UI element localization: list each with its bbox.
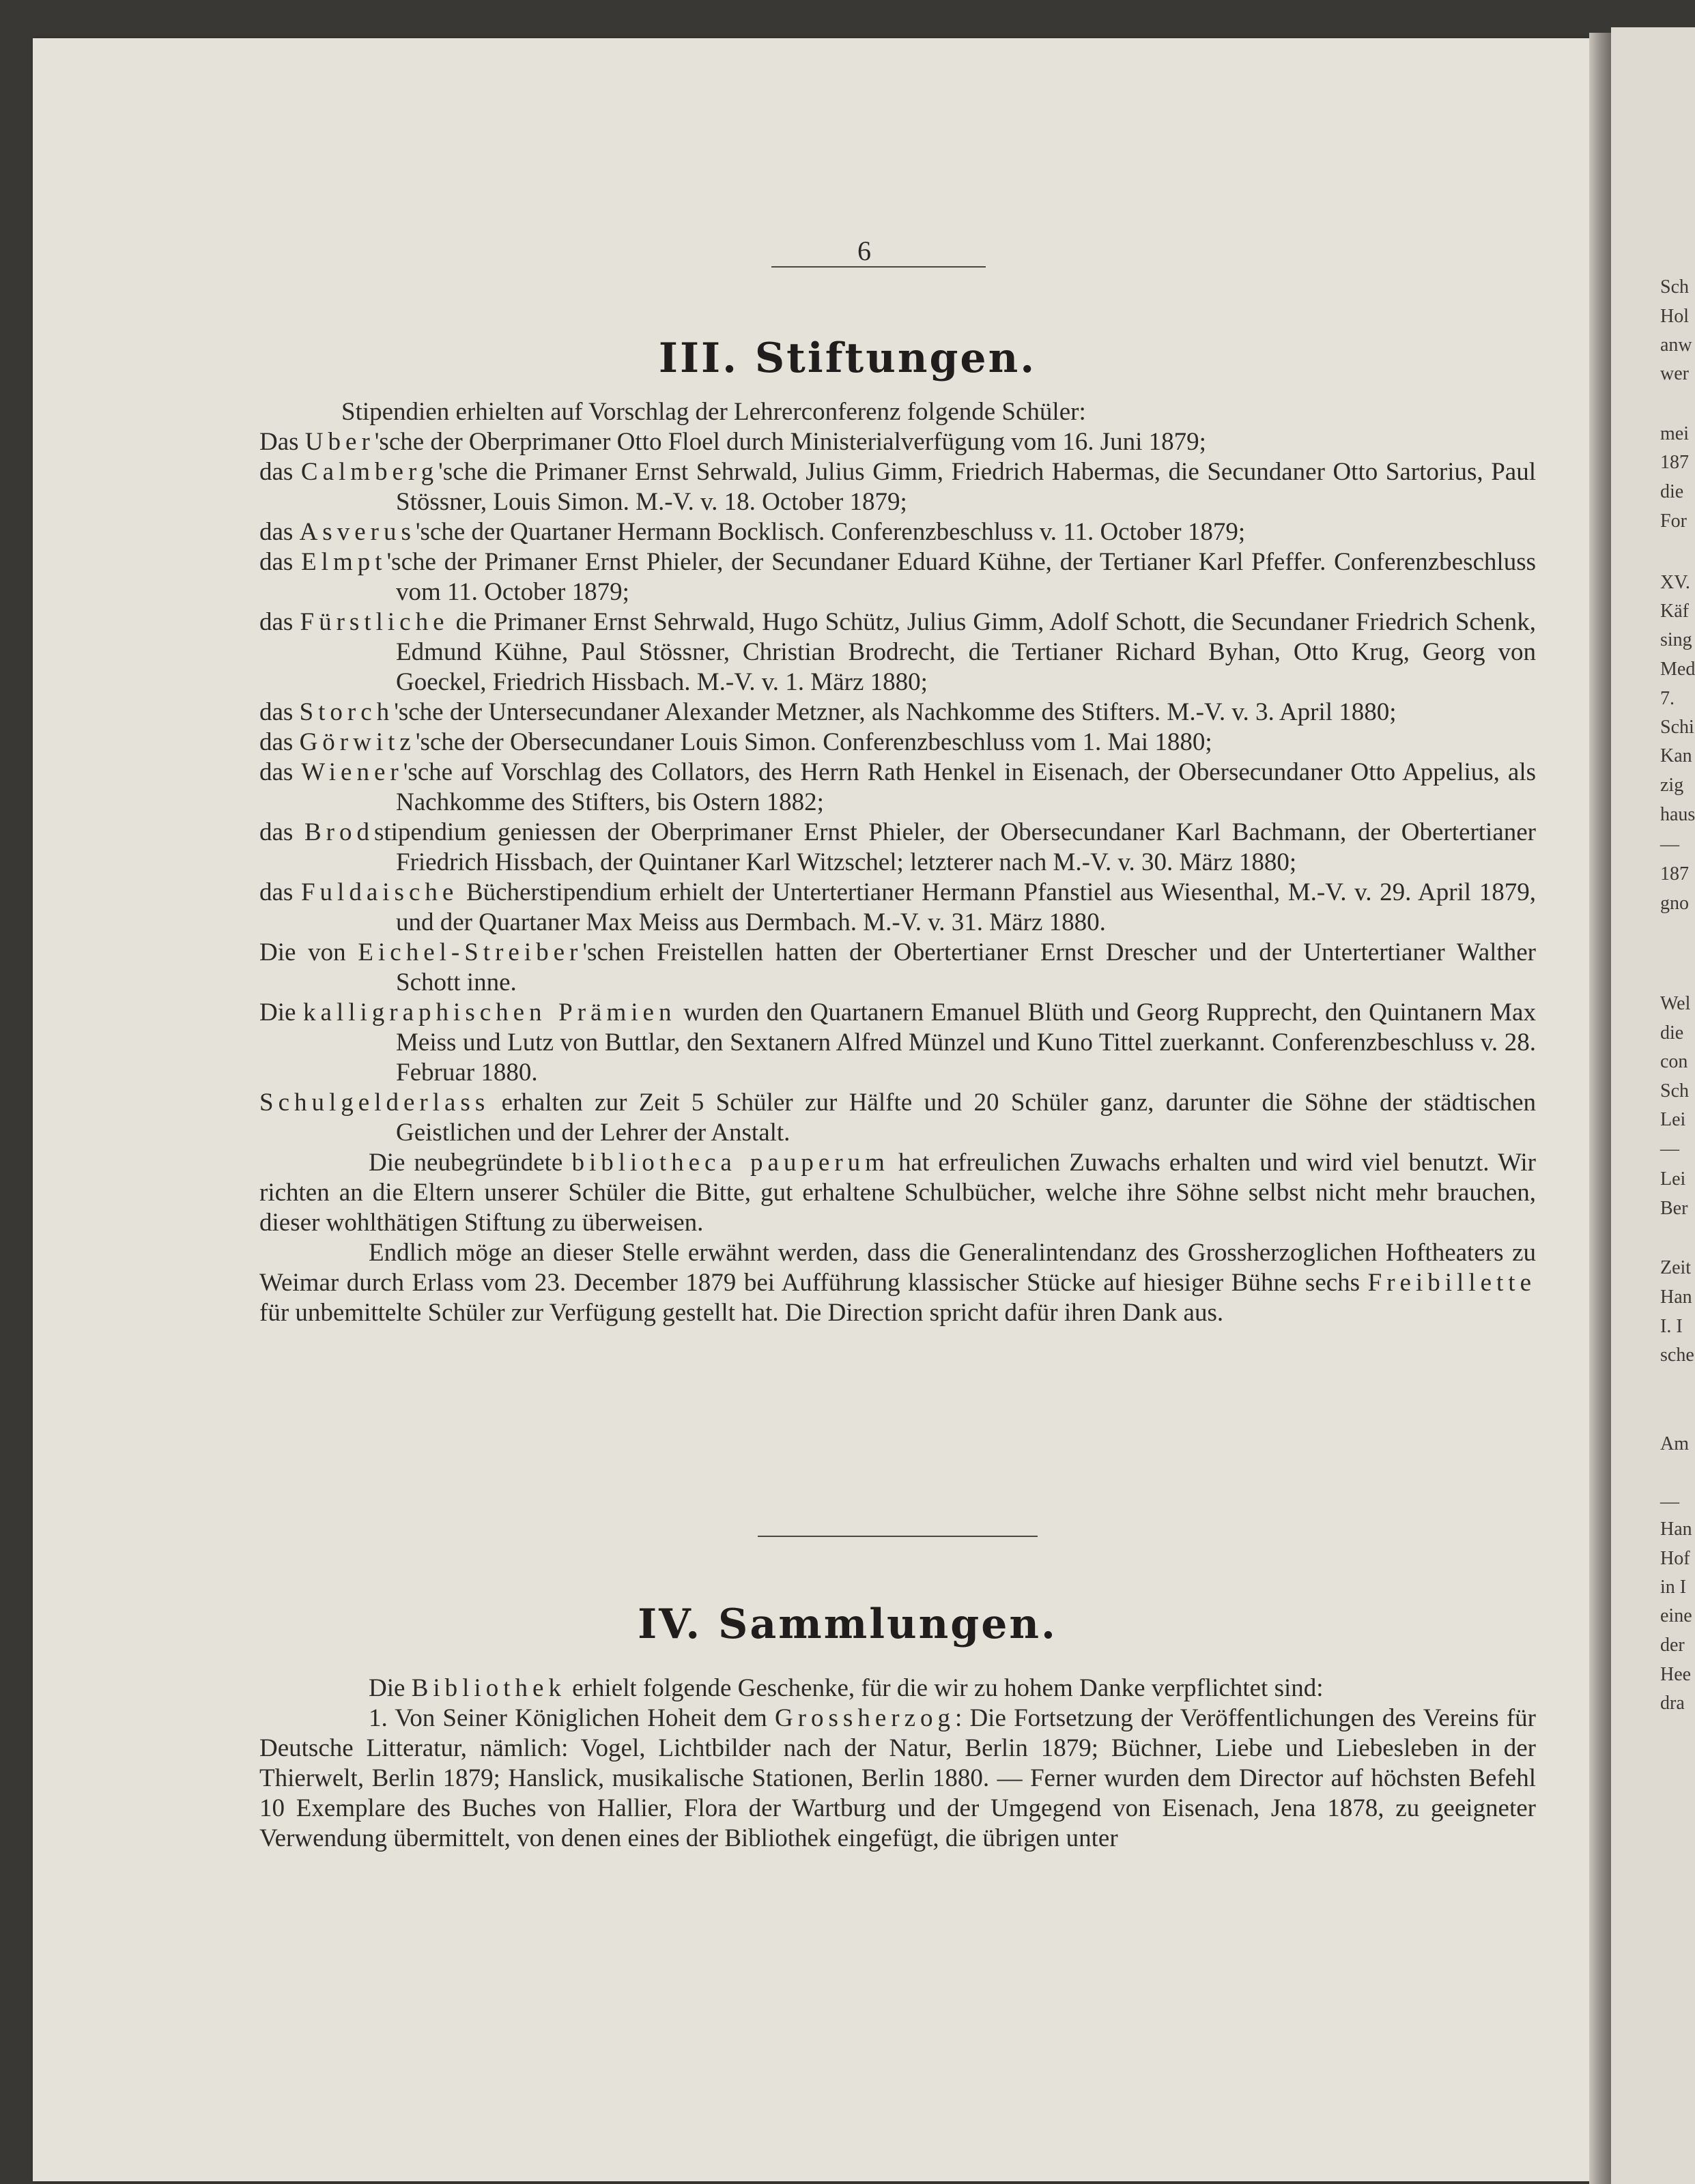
section-3-body: [259, 397, 1536, 1328]
stipend-entry: das Fürstliche die Primaner Ernst Sehrwald, Hugo Schütz, Julius Gimm, Adolf Schott, die Secundaner Friedrich Schenk, Edmund Kühne, Paul Stössner, Christian Brodrecht, die Tertianer Richard Byhan, Otto Krug, Georg von Goeckel, Friedrich Hissbach. M.-V. v. 1. März 1880;: [259, 608, 1537, 696]
next-page-fragment: Zeit: [1660, 1257, 1692, 1278]
next-page-fragment: Hee: [1660, 1664, 1692, 1685]
next-page-fragment: Han: [1660, 1287, 1692, 1308]
next-page-fragment: eine: [1660, 1605, 1692, 1626]
next-page-fragment: Kan: [1660, 745, 1692, 766]
stipend-list: [259, 427, 1536, 1148]
next-page-fragment: I. I: [1660, 1316, 1683, 1337]
stipend-entry: das Asverus'sche der Quartaner Hermann Bocklisch. Conferenzbeschluss v. 11. October 1879;: [259, 518, 1246, 546]
stipend-entry: das Brodstipendium geniessen der Oberprimaner Ernst Phieler, der Obersecundaner Karl Bachmann, der Obertertianer Friedrich Hissbach, der Quintaner Karl Witzschel; letzterer nach M.-V. v. 30. März 1880;: [259, 818, 1536, 876]
section-divider: [758, 1536, 1038, 1537]
next-page-fragment: der: [1660, 1635, 1685, 1656]
next-page-fragment: 7.: [1660, 688, 1675, 709]
next-page-fragment: anw: [1660, 334, 1692, 356]
next-page-fragment: Käf: [1660, 601, 1689, 622]
next-page-fragment: wer: [1660, 363, 1689, 384]
next-page-fragment: 187: [1660, 863, 1689, 885]
paragraph-freibillette: Endlich möge an dieser Stelle erwähnt werden, dass die Generalintendanz des Grossherzoglichen Hoftheaters zu Weimar durch Erlass vom 23. December 1879 bei Aufführung klassischer Stücke auf hiesiger Bühne sechs Freibillette für unbemittelte Schüler zur Verfügung gestellt hat. Die Direction spricht dafür ihren Dank aus.: [259, 1239, 1536, 1327]
stipend-entry: das Wiener'sche auf Vorschlag des Collators, des Herrn Rath Henkel in Eisenach, der Obersecundaner Otto Appelius, als Nachkomme des Stifters, bis Ostern 1882;: [259, 758, 1536, 816]
stipend-entry: das Storch'sche der Untersecundaner Alexander Metzner, als Nachkomme des Stifters. M.-V. v. 3. April 1880;: [259, 698, 1397, 726]
next-page-fragment: Med: [1660, 659, 1695, 680]
next-page-fragment: Am: [1660, 1433, 1689, 1454]
next-page-fragment: Lei: [1660, 1168, 1686, 1190]
next-page-fragment: zig: [1660, 775, 1684, 796]
next-page-fragment: —: [1660, 834, 1679, 855]
next-page-fragment: —: [1660, 1138, 1679, 1160]
section-3-heading: III. Stiftungen.: [658, 334, 1037, 382]
section-4-body: [259, 1673, 1536, 1854]
next-page-fragment: sing: [1660, 629, 1692, 650]
next-page-fragment: 187: [1660, 452, 1689, 473]
stipend-entry: das Görwitz'sche der Obersecundaner Louis Simon. Conferenzbeschluss vom 1. Mai 1880;: [259, 728, 1212, 756]
stipend-entry: Das Uber'sche der Oberprimaner Otto Floel durch Ministerialverfügung vom 16. Juni 1879;: [259, 428, 1206, 456]
next-page-fragment: —: [1660, 1491, 1679, 1512]
header-rule: [771, 266, 986, 268]
next-page-fragment: in I: [1660, 1577, 1687, 1598]
next-page-fragment: mei: [1660, 423, 1689, 444]
next-page-fragment: Sch: [1660, 1080, 1689, 1102]
next-page-fragment: Schi: [1660, 717, 1694, 738]
section-3-intro: Stipendien erhielten auf Vorschlag der Lehrerconferenz folgende Schüler:: [341, 398, 1086, 426]
page-number: 6: [857, 235, 871, 266]
stipend-entry: das Fuldaische Bücherstipendium erhielt der Untertertianer Hermann Pfanstiel aus Wiesenthal, M.-V. v. 29. April 1879, und der Quartaner Max Meiss aus Dermbach. M.-V. v. 31. März 1880.: [259, 878, 1536, 936]
next-page-fragment: Sch: [1660, 276, 1689, 298]
next-page-fragment: sche: [1660, 1345, 1694, 1366]
next-page-fragment: Lei: [1660, 1109, 1686, 1130]
next-page-fragment: Wel: [1660, 993, 1691, 1014]
stipend-entry: Die kalligraphischen Prämien wurden den Quartanern Emanuel Blüth und Georg Rupprecht, den Quintanern Max Meiss und Lutz von Buttlar, den Sextanern Alfred Münzel und Kuno Tittel zuerkannt. Conferenzbeschluss v. 28. Februar 1880.: [259, 998, 1536, 1087]
next-page-fragment: For: [1660, 511, 1687, 532]
next-page-fragment: Hof: [1660, 1548, 1690, 1569]
section-4-intro: Die Bibliothek erhielt folgende Geschenke, für die wir zu hohem Danke verpflichtet sind:: [369, 1674, 1324, 1702]
stipend-entry: das Elmpt'sche der Primaner Ernst Phieler, der Secundaner Eduard Kühne, der Tertianer Karl Pfeffer. Conferenzbeschluss vom 11. October 1879;: [259, 548, 1537, 606]
stipend-entry: Die von Eichel-Streiber'schen Freistellen hatten der Obertertianer Ernst Drescher und der Untertertianer Walther Schott inne.: [259, 938, 1536, 996]
next-page-fragment: gno: [1660, 893, 1689, 914]
stipend-entry: das Calmberg'sche die Primaner Ernst Sehrwald, Julius Gimm, Friedrich Habermas, die Secundaner Otto Sartorius, Paul Stössner, Louis Simon. M.-V. v. 18. October 1879;: [259, 458, 1537, 516]
library-gift-item-1: 1. Von Seiner Königlichen Hoheit dem Grossherzog: Die Fortsetzung der Veröffentlichungen des Vereins für Deutsche Litteratur, nämlich: Vogel, Lichtbilder nach der Natur, Berlin 1879; Büchner, Liebe und Liebesleben in der Thierwelt, Berlin 1879; Hanslick, musikalische Stationen, Berlin 1880. — Ferner wurden dem Director auf höchsten Befehl 10 Exemplare des Buches von Hallier, Flora der Wartburg und der Umgegend von Eisenach, Jena 1878, zu geeigneter Verwendung übermittelt, von denen eines der Bibliothek eingefügt, die übrigen unter: [259, 1704, 1536, 1852]
next-page-fragment: Han: [1660, 1519, 1692, 1540]
next-page-fragment: die: [1660, 481, 1684, 502]
next-page-fragment: con: [1660, 1051, 1688, 1072]
section-4-heading: IV. Sammlungen.: [638, 1600, 1057, 1648]
next-page-fragment: die: [1660, 1022, 1684, 1044]
next-page-fragment: dra: [1660, 1693, 1685, 1714]
next-page-fragment: XV.: [1660, 572, 1690, 593]
next-page-fragment: haus: [1660, 804, 1695, 825]
paragraph-bibliotheca: Die neubegründete bibliotheca pauperum hat erfreulichen Zuwachs erhalten und wird viel benutzt. Wir richten an die Eltern unserer Schüler die Bitte, gut erhaltene Schulbücher, welche ihre Söhne selbst nicht mehr brauchen, dieser wohlthätigen Stiftung zu überweisen.: [259, 1149, 1536, 1237]
next-page-fragment: Hol: [1660, 306, 1689, 327]
next-page-fragment: Ber: [1660, 1198, 1688, 1219]
stipend-entry: Schulgelderlass erhalten zur Zeit 5 Schüler zur Hälfte und 20 Schüler ganz, darunter die Söhne der städtischen Geistlichen und der Lehrer der Anstalt.: [259, 1089, 1536, 1147]
